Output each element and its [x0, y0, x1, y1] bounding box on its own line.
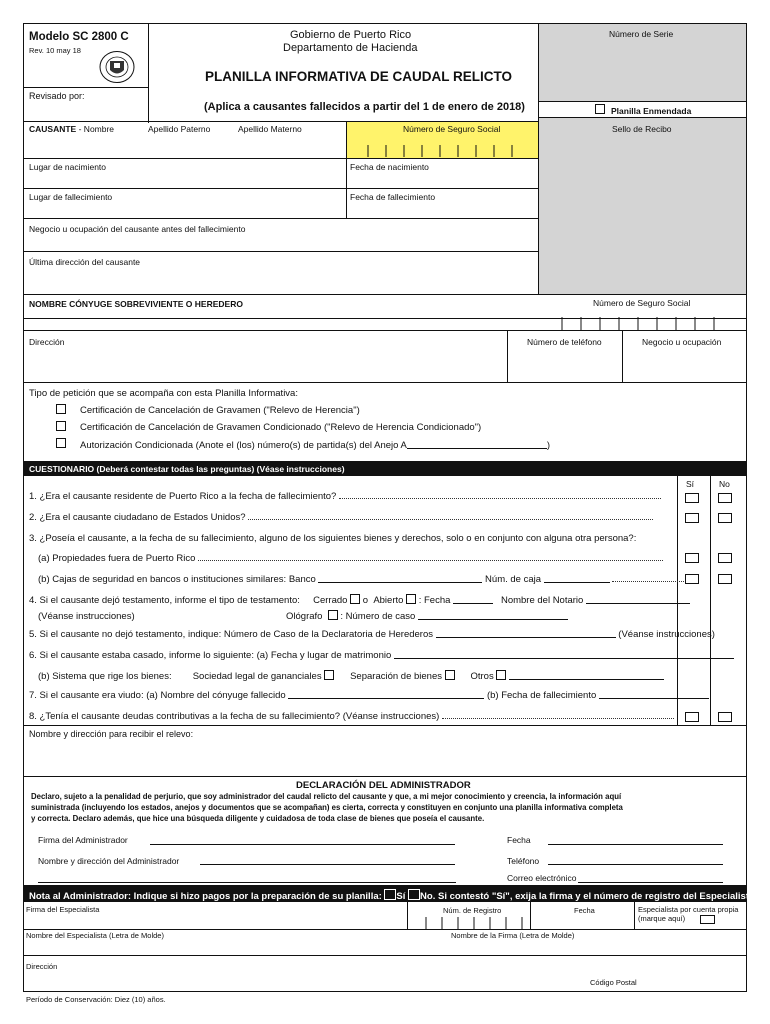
form-title: PLANILLA INFORMATIVA DE CAUDAL RELICTO — [205, 69, 512, 84]
q8-no-box[interactable] — [718, 712, 732, 722]
declaratoria-field[interactable] — [436, 629, 616, 638]
fecha-fallecimiento-label: Fecha de fallecimiento — [350, 192, 436, 202]
firma-admin-line[interactable] — [150, 844, 455, 845]
nombre-especialista-label: Nombre del Especialista (Letra de Molde) — [26, 931, 164, 940]
notario-label: Nombre del Notario — [500, 595, 584, 606]
question-4: 4. Si el causante dejó testamento, informe el tipo de testamento: — [29, 595, 300, 606]
q3b-si-box[interactable] — [685, 574, 699, 584]
matrimonio-field[interactable] — [394, 650, 734, 659]
question-5: 5. Si el causante no dejó testamento, indique: Número de Caso de la Declaratoria de Herederos — [29, 629, 433, 640]
form-model: Modelo SC 2800 C — [29, 31, 129, 43]
caja-label: Núm. de caja — [485, 574, 542, 585]
correo-admin-label: Correo electrónico — [507, 873, 577, 883]
relevo-condicionado-label: Certificación de Cancelación de Gravamen Condicionado ("Relevo de Herencia Condicionado") — [80, 422, 482, 433]
num-registro-label: Núm. de Registro — [443, 906, 502, 915]
question-4-inst: (Véanse instrucciones) — [38, 611, 135, 622]
otros-field[interactable] — [509, 671, 664, 680]
conyuge-ssn-label: Número de Seguro Social — [593, 298, 691, 308]
conyuge-negocio-label: Negocio u ocupación — [642, 337, 722, 347]
partidas-field[interactable] — [407, 440, 547, 449]
paterno-label: Apellido Paterno — [148, 124, 211, 134]
abierto-label: Abierto — [373, 595, 404, 606]
fecha-admin-label: Fecha — [507, 835, 531, 845]
question-6: 6. Si el causante estaba casado, informe lo siguiente: (a) Fecha y lugar de matrimonio — [29, 650, 392, 661]
causante-label: CAUSANTE — [29, 124, 77, 134]
negocio-causante-label: Negocio u ocupación del causante antes del fallecimiento — [29, 224, 246, 234]
q3a-si-box[interactable] — [685, 553, 699, 563]
hacienda-seal-icon — [98, 50, 136, 84]
revisado-label: Revisado por: — [29, 91, 85, 101]
q2-si-box[interactable] — [685, 513, 699, 523]
nombre-admin-label: Nombre y dirección del Administrador — [38, 856, 180, 866]
cerrado-checkbox[interactable] — [350, 594, 360, 604]
lugar-nacimiento-label: Lugar de nacimiento — [29, 162, 107, 172]
caja-field[interactable] — [544, 574, 610, 583]
cuenta-propia-label-1: Especialista por cuenta propia — [638, 905, 739, 914]
conyuge-label: NOMBRE CÓNYUGE SOBREVIVIENTE O HEREDERO — [29, 299, 243, 309]
nota-text-1: Nota al Administrador: Indique si hizo pagos por la preparación de su planilla: — [29, 891, 382, 902]
cuestionario-title: CUESTIONARIO (Deberá contestar todas las preguntas) (Véase instrucciones) — [29, 464, 345, 474]
autorizacion-label: Autorización Condicionada (Anote el (los) número(s) de partida(s) del Anejo A — [80, 440, 407, 451]
q3b-no-box[interactable] — [718, 574, 732, 584]
si-header: Sí — [686, 479, 695, 489]
ssn-ticks — [360, 143, 530, 157]
caso-field[interactable] — [418, 611, 568, 620]
ssn-label: Número de Seguro Social — [403, 124, 501, 134]
causante-name-label: - Nombre — [78, 124, 115, 134]
relevo-label: Nombre y dirección para recibir el relevo: — [29, 729, 194, 739]
nombre-firma-label: Nombre de la Firma (Letra de Molde) — [451, 931, 575, 940]
correo-admin-line[interactable] — [578, 882, 723, 883]
periodo-conservacion: Período de Conservación: Diez (10) años. — [26, 995, 166, 1004]
question-3a: (a) Propiedades fuera de Puerto Rico — [38, 553, 196, 564]
num-registro-ticks — [412, 915, 528, 929]
declaracion-line-2: suministrada (incluyendo los estados, anejos y documentos que se acompañan) es cierta, correcta y constituyen en conjunto una planilla informativa completa — [31, 803, 623, 812]
materno-label: Apellido Materno — [238, 124, 302, 134]
notario-field[interactable] — [586, 595, 690, 604]
question-5-inst: (Véanse instrucciones) — [618, 629, 715, 640]
nombre-admin-line[interactable] — [200, 864, 455, 865]
nota-si-checkbox[interactable] — [384, 889, 396, 900]
amended-label: Planilla Enmendada — [611, 106, 692, 116]
question-3b: (b) Cajas de seguridad en bancos o instituciones similares: Banco — [38, 574, 316, 585]
telefono-admin-line[interactable] — [548, 864, 723, 865]
fecha-nacimiento-label: Fecha de nacimiento — [350, 162, 429, 172]
relevo-condicionado-checkbox[interactable] — [56, 421, 66, 431]
question-7b: (b) Fecha de fallecimiento — [486, 690, 597, 701]
gananciales-checkbox[interactable] — [324, 670, 334, 680]
ultima-direccion-label: Última dirección del causante — [29, 257, 141, 267]
separacion-label: Separación de bienes — [350, 671, 442, 682]
q1-si-box[interactable] — [685, 493, 699, 503]
autorizacion-checkbox[interactable] — [56, 438, 66, 448]
amended-checkbox[interactable] — [595, 104, 605, 114]
form-subtitle: (Aplica a causantes fallecidos a partir del 1 de enero de 2018) — [204, 101, 525, 113]
question-1: 1. ¿Era el causante residente de Puerto Rico a la fecha de fallecimiento? — [29, 491, 337, 502]
nota-text-2: No. Si contestó "Sí", exija la firma y el número de registro del Especialista. — [420, 891, 757, 902]
declaracion-line-1: Declaro, sujeto a la penalidad de perjurio, que soy administrador del caudal relicto del causante y que, a mi mejor conocimiento y creencia, la información aquí — [31, 792, 622, 801]
otros-label: Otros — [470, 671, 494, 682]
cuenta-propia-checkbox[interactable] — [700, 915, 715, 924]
gananciales-label: Sociedad legal de gananciales — [192, 671, 322, 682]
q8-si-box[interactable] — [685, 712, 699, 722]
question-6b: (b) Sistema que rige los bienes: — [38, 671, 172, 682]
declaracion-line-3: y correcta. Declaro además, que hice una búsqueda diligente y cuidadosa de toda clase de bienes que poseía el causante. — [31, 814, 485, 823]
o-label: o — [362, 595, 369, 606]
codigo-postal-label: Código Postal — [590, 978, 637, 987]
fecha-testamento-label: : Fecha — [418, 595, 451, 606]
nota-si-label: Sí — [396, 891, 406, 902]
question-3: 3. ¿Poseía el causante, a la fecha de su fallecimiento, alguno de los siguientes bienes y derechos, solo o en conjunto con alguna otra persona?: — [29, 533, 637, 544]
question-8: 8. ¿Tenía el causante deudas contributivas a la fecha de su fallecimiento? (Véanse instrucciones) — [29, 711, 440, 722]
lugar-fallecimiento-label: Lugar de fallecimiento — [29, 192, 113, 202]
conyuge-fallecido-field[interactable] — [288, 690, 484, 699]
fecha-conyuge-field[interactable] — [599, 690, 709, 699]
no-header: No — [719, 479, 730, 489]
caso-label: : Número de caso — [340, 611, 416, 622]
otros-checkbox[interactable] — [496, 670, 506, 680]
relevo-herencia-label: Certificación de Cancelación de Gravamen ("Relevo de Herencia") — [80, 405, 360, 416]
relevo-herencia-checkbox[interactable] — [56, 404, 66, 414]
banco-field[interactable] — [318, 574, 482, 583]
autorizacion-close-paren: ) — [546, 440, 551, 451]
receipt-stamp-label: Sello de Recibo — [612, 124, 672, 134]
olografo-label: Ológrafo — [286, 611, 323, 622]
question-2: 2. ¿Era el causante ciudadano de Estados Unidos? — [29, 512, 246, 523]
question-7: 7. Si el causante era viudo: (a) Nombre del cónyuge fallecido — [29, 690, 286, 701]
fecha-testamento-field[interactable] — [453, 595, 493, 604]
separacion-checkbox[interactable] — [445, 670, 455, 680]
nota-direccion-label: Dirección — [26, 962, 58, 971]
dept-name: Departamento de Hacienda — [283, 42, 418, 54]
nota-fecha-label: Fecha — [574, 906, 595, 915]
serial-number-label: Número de Serie — [609, 29, 674, 39]
cerrado-label: Cerrado — [313, 595, 348, 606]
cuenta-propia-label-2: (marque aquí) — [638, 914, 686, 923]
olografo-checkbox[interactable] — [328, 610, 338, 620]
declaracion-title: DECLARACIÓN DEL ADMINISTRADOR — [296, 780, 471, 791]
direccion-admin-line[interactable] — [38, 882, 456, 883]
firma-especialista-label: Firma del Especialista — [26, 905, 100, 914]
abierto-checkbox[interactable] — [406, 594, 416, 604]
nota-no-checkbox[interactable] — [408, 889, 420, 900]
peticion-label: Tipo de petición que se acompaña con esta Planilla Informativa: — [29, 388, 298, 399]
telefono-admin-label: Teléfono — [507, 856, 540, 866]
gov-name: Gobierno de Puerto Rico — [290, 29, 412, 41]
q1-no-box[interactable] — [718, 493, 732, 503]
receipt-stamp-area — [539, 118, 746, 294]
q2-no-box[interactable] — [718, 513, 732, 523]
fecha-admin-line[interactable] — [548, 844, 723, 845]
q3a-no-box[interactable] — [718, 553, 732, 563]
conyuge-telefono-label: Número de teléfono — [527, 337, 602, 347]
form-revision: Rev. 10 may 18 — [29, 46, 81, 55]
firma-admin-label: Firma del Administrador — [38, 835, 128, 845]
conyuge-direccion-label: Dirección — [29, 337, 65, 347]
